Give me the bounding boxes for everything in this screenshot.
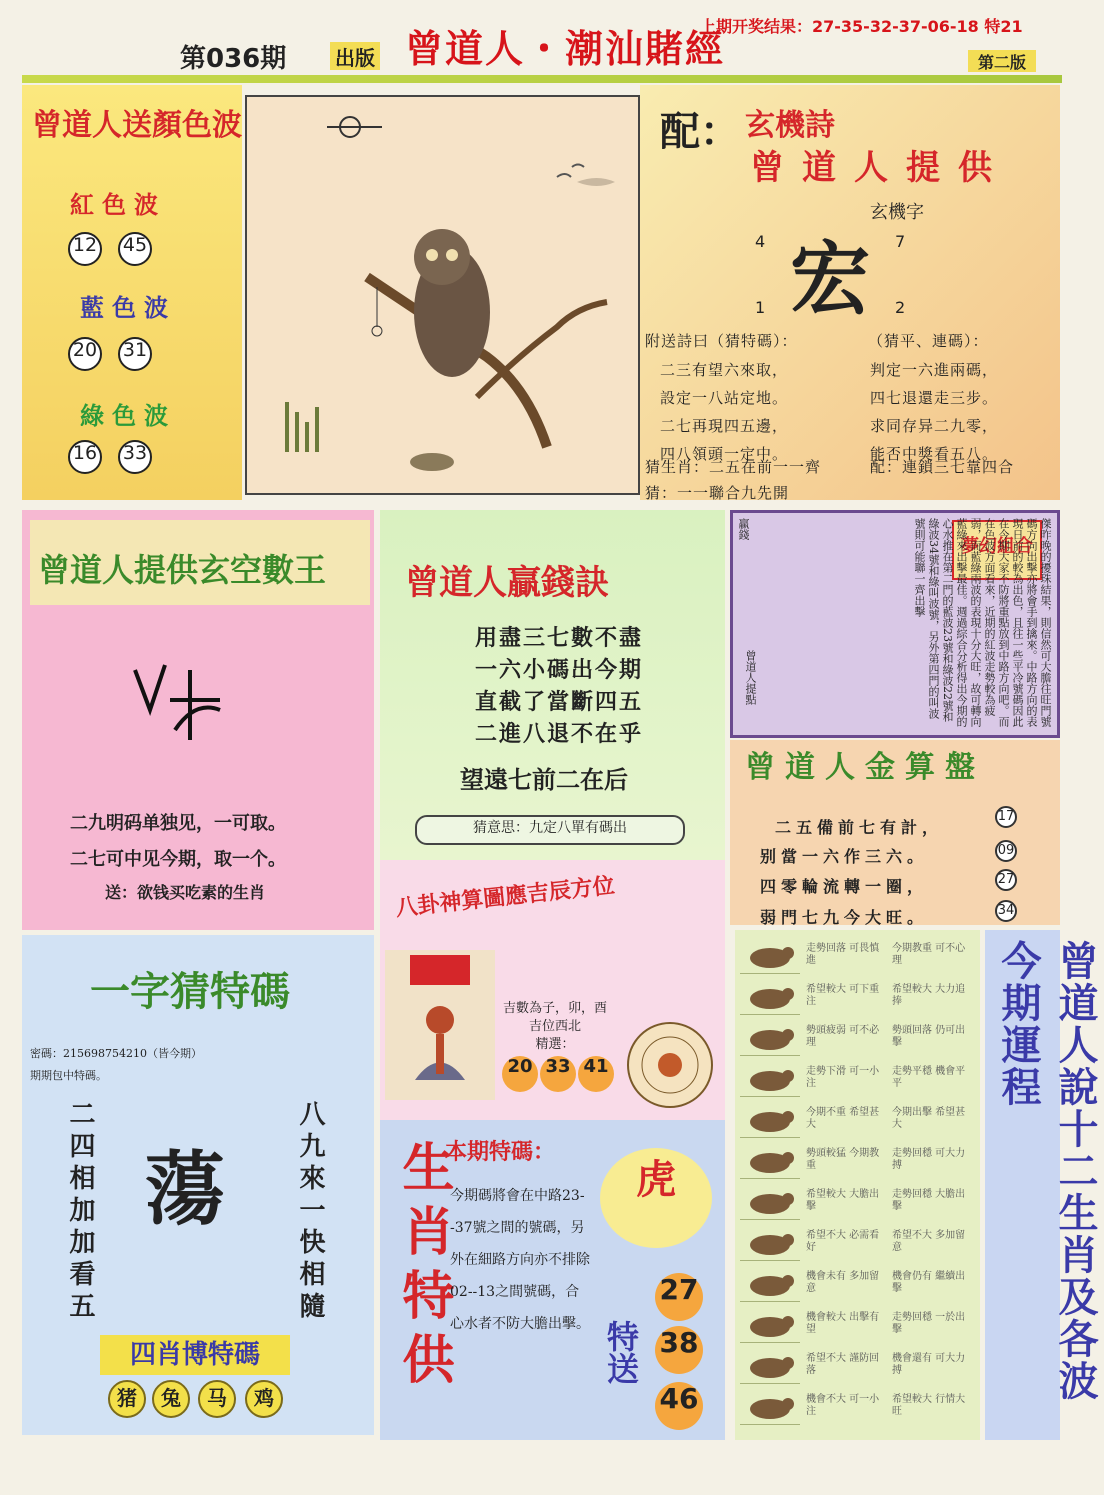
special-number: 46 [655, 1382, 703, 1430]
xuankong-lines: 二九明码单独见，一可取。 二七可中见今期，取一个。 [70, 813, 286, 870]
bagua-number: 20 [502, 1056, 538, 1092]
dragon-icon [740, 1100, 800, 1138]
win-title: 曾道人贏錢訣 [405, 563, 609, 603]
win-extra: 望遠七前二在后 [460, 765, 628, 794]
green-ball: 16 [68, 440, 102, 474]
corner-num: 4 [755, 232, 766, 251]
combo-text: 傑昨晚的擾珠結果，則信然可大膽往旺門號碼方向出擊亦將會手到擒來。中路方向的表現日前的較為出色，且往一些平冷號碼因此在今期大家不防將重點放到中路方向吧。而在色波方面看來，近期的紅波走勢較為疲弱，而藍綠兩波的表現十分大旺，故可轉向藍綠來出擊最佳。週過綜合分析得出今期的心水推在第二門的藍波23號和綠波22號和綠波34號和綠叫波號，另外第四門的叫波號則可能聯一齊出擊 [913, 518, 1052, 727]
zodiac-forecast: 希望不大 謹防回落 [806, 1353, 880, 1376]
special-title: 本期特碼： [445, 1139, 556, 1165]
zodiac-side-title: 曾道人說十二生肖及各波今期運程 [995, 940, 1099, 1402]
zodiac-row [740, 1181, 980, 1221]
combo-badge: 夢幻組合 [952, 520, 1042, 580]
one-char-glyph: 蕩 [145, 1142, 225, 1236]
zodiac-forecast: 希望較大 可下重注 [806, 984, 880, 1007]
combo-author: 曾道人提點 [744, 650, 757, 705]
zodiac-forecast: 今期出擊 希望甚大 [892, 1107, 966, 1130]
bagua-info: 吉數為子，卯，酉 吉位西北 精選： [502, 1001, 607, 1052]
abacus-rule: 别當一六作三六。 [760, 847, 929, 866]
ox-icon [740, 977, 800, 1015]
zodiac-row [740, 1386, 980, 1426]
zodiac-forecast: 機會仍有 繼續出擊 [892, 1271, 966, 1294]
zodiac-forecast: 希望不大 必需看好 [806, 1230, 880, 1253]
zodiac-forecast: 希望較大 大膽出擊 [806, 1189, 880, 1212]
zodiac-row [740, 1263, 980, 1303]
poem-left-lines: 二三有望六來取， 設定一八站定地。 二七再現四五邊， 四八領頭一定中。 [660, 361, 789, 463]
color-wave-title: 曾道人送顏色波 [32, 108, 242, 143]
pei-label: 配： [660, 108, 740, 155]
xuankong-title: 曾道人提供玄空數王 [38, 551, 327, 589]
special-animal: 虎 [600, 1148, 712, 1248]
poem-right-lines: 判定一六進兩碼， 四七退還走三步。 求同存异二九零， 能否中獎看五八。 [870, 361, 999, 463]
four-zodiac: 马 [198, 1380, 236, 1418]
publish-label: 出版 [330, 42, 380, 70]
zodiac-forecast: 走勢平穩 機會平平 [892, 1066, 966, 1089]
poem-title: 玄機詩 [745, 108, 835, 143]
special-number: 38 [655, 1326, 703, 1374]
one-char-title: 一字猜特碼 [90, 968, 290, 1015]
rat-icon [740, 936, 800, 974]
zodiac-forecast: 走勢下滑 可一小注 [806, 1066, 880, 1089]
zodiac-forecast: 機會未有 多加留意 [806, 1271, 880, 1294]
zodiac-forecast: 走勢回落 可畏慎進 [806, 943, 880, 966]
one-char-right: 八九來一快相隨 [295, 1100, 325, 1324]
rabbit-icon [740, 1059, 800, 1097]
zodiac-row [740, 1099, 980, 1139]
zodiac-forecast: 勢頭疲弱 可不必理 [806, 1025, 880, 1048]
red-ball: 12 [68, 232, 102, 266]
corner-num: 1 [755, 298, 766, 317]
one-char-code: 密碼：215698754210（皆今期） [30, 1047, 202, 1060]
blue-ball: 20 [68, 337, 102, 371]
zodiac-forecast: 希望不大 多加留意 [892, 1230, 966, 1253]
pig-icon [740, 1387, 800, 1425]
zodiac-forecast: 機會較大 出擊有望 [806, 1312, 880, 1335]
blue-ball: 31 [118, 337, 152, 371]
abacus-num: 34 [995, 900, 1017, 922]
four-zodiac: 猪 [108, 1380, 146, 1418]
zodiac-row [740, 935, 980, 975]
bagua-wheel-icon [625, 1020, 715, 1114]
zodiac-row [740, 1304, 980, 1344]
combo-side: 贏錢 [737, 518, 750, 540]
issue-number: 第036期 [180, 44, 287, 74]
green-ball: 33 [118, 440, 152, 474]
last-result: 上期开奖结果：27-35-32-37-06-18 特21 [700, 17, 1023, 36]
zodiac-row [740, 1345, 980, 1385]
bagua-number: 33 [540, 1056, 576, 1092]
dog-icon [740, 1346, 800, 1384]
monkey-icon [740, 1264, 800, 1302]
zodiac-row [740, 1058, 980, 1098]
bagua-number: 41 [578, 1056, 614, 1092]
one-char-left: 二四相加加看五 [65, 1100, 95, 1324]
abacus-num: 27 [995, 869, 1017, 891]
zodiac-forecast: 機會還有 可大力搏 [892, 1353, 966, 1376]
zodiac-forecast: 今期不重 希望甚大 [806, 1107, 880, 1130]
four-zodiac-title: 四肖博特碼 [100, 1335, 290, 1375]
zodiac-forecast: 走勢回穩 一於出擊 [892, 1312, 966, 1335]
tiger-icon [740, 1018, 800, 1056]
poem-left-head: 附送詩曰（猜特碼）： [645, 332, 798, 350]
corner-num: 2 [895, 298, 906, 317]
header-divider [22, 75, 1062, 83]
red-wave-label: 紅色波 [70, 190, 166, 219]
warrior-image [385, 950, 495, 1100]
abacus-num: 17 [995, 806, 1017, 828]
win-hint: 猜意思：九定八單有碼出 [415, 815, 685, 845]
special-send-label: 特送 [602, 1320, 640, 1384]
four-zodiac: 兔 [152, 1380, 190, 1418]
win-lines: 用盡三七數不盡 一六小碼出今期 直截了當斷四五 二進八退不在乎 [475, 625, 644, 747]
poem-right-head: （猜平、連碼）： [868, 332, 989, 350]
poem-provider: 曾道人提供 [750, 148, 1010, 188]
zodiac-forecast: 勢頭回落 仍可出擊 [892, 1025, 966, 1048]
four-zodiac: 鸡 [245, 1380, 283, 1418]
zodiac-row [740, 1222, 980, 1262]
mystery-char: 宏 [790, 232, 870, 326]
special-side-title: 生肖特供 [393, 1140, 454, 1396]
zodiac-forecast: 勢頭較猛 今期教重 [806, 1148, 880, 1171]
page-title: 曾道人・潮汕賭經 [405, 26, 726, 71]
owl-painting [245, 95, 640, 495]
green-wave-label: 綠色波 [80, 401, 176, 430]
bagua-title: 八卦神算圖應吉辰方位 [394, 872, 616, 922]
special-text: 今期碼將會在中路23--37號之間的號碼，另外在細路方向亦不排除02--13之間號碼，合心水者不防大膽出擊。 [450, 1188, 590, 1332]
zodiac-forecast: 希望較大 行情大旺 [892, 1394, 966, 1417]
abacus-rule: 二五備前七有計， [775, 818, 944, 837]
snake-icon [740, 1141, 800, 1179]
zodiac-forecast: 希望較大 大力追捧 [892, 984, 966, 1007]
poem-zodiac-hint: 猜生肖：二五在前一一齊 [645, 458, 822, 476]
horse-icon [740, 1182, 800, 1220]
zodiac-forecast: 走勢回穩 可大力搏 [892, 1148, 966, 1171]
edition-label: 第二版 [968, 50, 1036, 72]
zodiac-forecast: 走勢回穩 大膽出擊 [892, 1189, 966, 1212]
handwritten-glyph [125, 650, 225, 754]
abacus-title: 曾道人金算盤 [745, 750, 985, 785]
rooster-icon [740, 1305, 800, 1343]
xuankong-send: 送：欲钱买吃素的生肖 [105, 883, 266, 902]
one-char-note: 期期包中特碼。 [30, 1069, 107, 1082]
red-ball: 45 [118, 232, 152, 266]
zodiac-forecast: 機會不大 可一小注 [806, 1394, 880, 1417]
zodiac-row [740, 1017, 980, 1057]
zodiac-row [740, 1140, 980, 1180]
zodiac-forecast: 今期教重 可不心理 [892, 943, 966, 966]
abacus-num: 09 [995, 840, 1017, 862]
abacus-rule: 四零輪流轉一圈， [760, 877, 929, 896]
corner-num: 7 [895, 232, 906, 251]
zodiac-row [740, 976, 980, 1016]
abacus-rule: 弱門七九今大旺。 [760, 908, 929, 927]
mystery-char-label: 玄機字 [870, 202, 924, 223]
poem-guess-hint: 猜：一一聯合九先開 [645, 484, 790, 502]
goat-icon [740, 1223, 800, 1261]
poem-pair-hint: 配：連鎖三七靠四合 [870, 458, 1015, 476]
blue-wave-label: 藍色波 [80, 293, 176, 322]
special-number: 27 [655, 1273, 703, 1321]
